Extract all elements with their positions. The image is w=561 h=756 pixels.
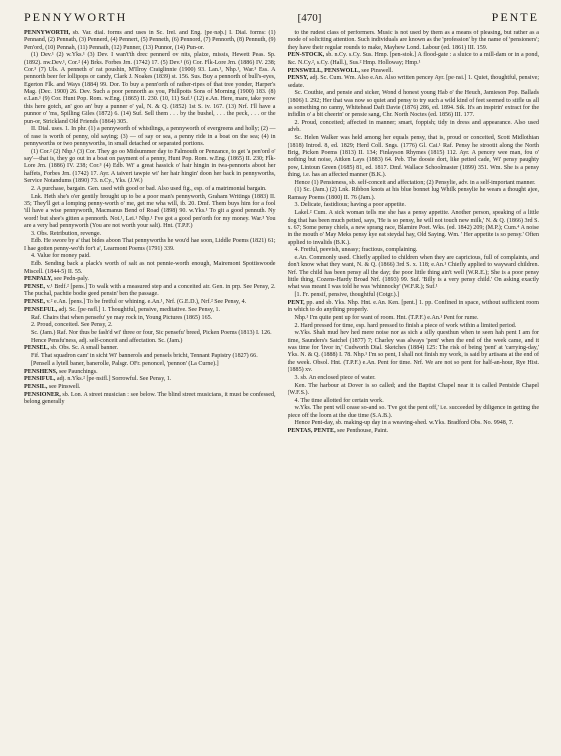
entry-text: Fif. That squadron cam' in sicht Wi' bannerols and pensels bricht, Tennant Papistry (1827) 66. xyxy=(31,353,258,360)
headword: PENT, xyxy=(287,299,305,306)
entry-text: Lnk. Heth she's o'er gentily brought up to be a poor man's pennyworth, Graham Writings (1883) II. 35; They'll get a lomping penny-worth o' me, get me wha will, ib. 20. Dmf. Them buys him for a fool 'ill have a wise pennyworth, Macmanus Bend of Road (1898) 90. w.Yks.¹ To git a good pennuth. Ny word! but shee's gitten a pennorth. Not.¹, Lei.¹ Nhp.¹ I've got a good pen'orth for my money. War.³ You are a very bad pennyworth (You are not worth your salt). Hnt. (T.P.F.) xyxy=(24,193,276,229)
entry-text: sb. n.Cy. s.Cy. Sus. Hmp. [pen-stok.] A flood-gate : a sluice to a mill-dam or in a pond, &c. N.Cy.², s.Cy. (Hall.), Sus.² Hmp. Holloway; Hmp.¹ xyxy=(287,52,539,66)
entry-text: see Paunchings. xyxy=(57,368,98,375)
dictionary-entry xyxy=(24,30,276,52)
entry-text: 3. Delicate, fastidious; having a poor appetite. xyxy=(294,202,406,209)
dictionary-entry xyxy=(288,398,540,405)
dictionary-entry xyxy=(24,253,276,260)
entry-text: adj. n.Yks.² [pe·nsifl.] Sorrowful. See Pensy, 1. xyxy=(55,376,172,383)
dictionary-entry xyxy=(24,52,276,125)
headword: PENSWELL, PENSWOLL, xyxy=(287,67,360,74)
dictionary-entry xyxy=(288,405,540,420)
dictionary-entry xyxy=(24,384,276,391)
dictionary-entry xyxy=(288,383,540,398)
dictionary-entry xyxy=(288,255,540,292)
entry-text: 2. Proud, conceited. See Pensy, 2. xyxy=(31,322,113,329)
dictionary-entry xyxy=(288,210,540,247)
headword: PENSY, xyxy=(287,75,309,82)
entry-text: 3. Obs. Retribution, revenge. xyxy=(31,230,102,237)
entry-text: II. Dial. uses. 1. In phr. (1) a pennyworth of whistlings, a pennyworth of evergreens and holly; (2) — of rase is worth of penny, old saying; (3) — of say or sea, a penny ride in a boat on the sea; (4) in pennyworths or two pennyworths, in small detached or separated portions. xyxy=(24,126,276,147)
dictionary-entry xyxy=(24,322,276,329)
entry-text: sb. Var. dial. forms and uses in Sc. Irel. and Eng. [pe·nəþ.] I. Dial. forms: (1) Pennand, (2) Pennath, (3) Pennerd, (4) Pennert, (5) Penneth, (6) Pennord, (7) Pennorth, (8) Pennuth, (9) Pen'ord, (10) Pennah, (11) Pennath, (12) Punner, (13) Punnor, (14) Pun-or. xyxy=(24,30,276,51)
entry-text: sb. Lon. A street musician : see below. The blind street musicians, it must be confessed, belong generally xyxy=(24,391,276,406)
entry-text: w.Yks. The pent will cease so-and so. 'I've got the pent off,' i.e. succeeded by diligence in getting the piece off the loom at the due time (S.A.B.). xyxy=(287,405,539,419)
entry-text: see Pedn-paly. xyxy=(52,276,89,283)
dictionary-entry xyxy=(288,420,540,427)
header-right-guide-word: PENTE xyxy=(491,10,539,24)
entry-text: see Penthouse, Paint. xyxy=(335,428,389,435)
entry-text: pp. and sb. Yks. Nhp. Hnt. e.An. Ken. [pent.] 1. pp. Confined in space, without sufficient room in which to do anything properly. xyxy=(287,299,539,314)
dictionary-entry xyxy=(288,330,540,374)
dictionary-entry xyxy=(288,428,540,435)
dictionary-entry xyxy=(288,30,540,52)
entry-text: 2. Hard pressed for time, esp. hard pressed to finish a piece of work within a limited period. xyxy=(294,322,517,329)
entry-text: v.¹ Brdf.² [pens.] To walk with a measured step and a conceited air. Gen. in prp. See Pensy, 2. The puchal, pachtie bodie geed pensin' ben the passage. xyxy=(24,283,276,298)
headword: PENPALY, xyxy=(24,276,53,283)
dictionary-entry xyxy=(24,369,276,376)
dictionary-entry xyxy=(288,187,540,202)
entry-text: 4. Value for money paid. xyxy=(31,253,91,260)
entry-text: Edb. He swore by a' that bides aboon That pennyworths he wou'd hae soon, Liddle Poems (1821) 61; I hae gotten penny-wo'th for't a', Learmont Poems (1791) 339. xyxy=(24,238,276,252)
headword: PENSIL, xyxy=(24,384,48,391)
dictionary-entry xyxy=(24,126,276,148)
entry-text: Nhp.¹ I'm quite pent up for want of room. Hnt. (T.P.F.) e.An.¹ Pent for rume. xyxy=(294,314,479,321)
entry-text: to the rudest class of performers. Music is not used by them as a means of pleasing, but rather as a mode of soliciting attention. Such individuals are known as the 'profession' by the name of 'pensioners'; they have their regular rounds to make, Mayhew Lond. Labour (ed. 1861) III. 159. xyxy=(287,30,539,51)
header-left-guide-word: PENNYWORTH xyxy=(24,10,128,24)
headword: PENNYWORTH, xyxy=(24,30,70,36)
entry-text: Sc. Couthie, and pensie and sicker, Wond d honest young Hab o' the Heuch, Jamieson Pop. Ballads (1806) I. 292; Her that was now so quiet and pensy to try such a wild kind of feet seemed to stifle us all as something no canny, Whitehead Daft Davie (1876) 286, ed. 1894. Stk. It's an inspirin' extract for the infidlin o' a bit cheerin' or pensie sang, Chr. North Noctes (ed. 1856) III. 177. xyxy=(287,90,539,119)
running-header xyxy=(24,10,539,25)
dictionary-entry xyxy=(24,261,276,276)
text-columns xyxy=(24,30,539,756)
dictionary-entry xyxy=(24,284,276,299)
dictionary-entry xyxy=(288,120,540,135)
dictionary-entry xyxy=(24,376,276,383)
entry-text: Hence Pensfu'ness, adj. self-conceit and affectation. Sc. (Jam.) xyxy=(31,337,183,344)
entry-text: 4. Fretful, peevish, uneasy; fractious, complaining. xyxy=(294,247,418,254)
dictionary-entry xyxy=(24,392,276,407)
entry-text: adj. Sc. [pe·nsfl.] 1. Thoughtful, pensive, meditative. See Pensy, 1. xyxy=(57,306,221,313)
entry-text: Edb. Sending back a plack's worth of salt as not pennie-worth enough, Mairemont Spottiswoode Miscell. (1844-5) II. 55. xyxy=(24,261,276,275)
entry-text: Sc. (Jam.) Raf. Nor thus be fash'd wi' three or four, Sic pensefu' breed, Picken Poems (1813) I. 126. xyxy=(31,330,272,336)
entry-text: Lakel.² Cum. A sick woman tells me she has a pensy appetite. Another person, speaking of a little dog that has been much petted, says, 'He is so pensy, he will not touch new milk,' N. & Q. (1866) 3rd S. x. 67; Some pensy chiels, a new sprang race, Blamire Poet. Wks. (ed. 1842) 209; (M.P.); Cum.⁴ A noise in the mouth o' May Meks pensy kye eat steydal hay, Old Saying. Wm. ' Her appetite is so pensy.' Often applied to invalids (B.K.). xyxy=(287,210,539,246)
entry-text: [Pensell a lytell baner, banerolle, Palsgr. OFr. penoncel, 'pennon' (La Curne).] xyxy=(31,360,219,367)
entry-text: Hence (1) Pensieness, sb. self-conceit and affectation; (2) Pensylie, adv. in a self-important manner. xyxy=(294,179,536,186)
dictionary-entry xyxy=(24,238,276,253)
entry-text: w.Yks. Shah mud hev hed mere noise nor as sich a silly questhun when te seen hah pent I am for time, Saunders's Satchel (1877) 7; Charley was always 'pent' when the end of the week came, and it was time for 'livor in,' Cudworth Dial. Sketches (1884) 125: The risk of being 'pent' at 'carrying-day,' Yks. N. & Q. (1888) I. 78. Nhp.¹ I'm so pent, I shall not finish my work, is said by artisans at the end of the week. Obsol. Hnt. (T.P.F.) e.An. Pent for time. Nrf. We are not so pent for half-an-hour, Rye Hist. (1885) xv. xyxy=(287,330,539,374)
entry-text: adj. Sc. Cum. Wm. Also e.An. Also written pencey Ayr. [pe·nsi.] 1. Quiet, thoughtful, pensive; sedate. xyxy=(287,75,539,89)
dictionary-entry xyxy=(288,90,540,119)
dictionary-entry xyxy=(288,202,540,209)
dictionary-entry xyxy=(24,307,276,314)
entry-text: see Pinswell. xyxy=(359,67,394,74)
dictionary-entry xyxy=(288,375,540,382)
headword: PENSEFUL, xyxy=(24,306,58,313)
headword: PENSEL, xyxy=(24,345,50,352)
dictionary-entry xyxy=(288,75,540,90)
headword: PENTAS, PENTE, xyxy=(287,428,336,435)
dictionary-entry xyxy=(24,361,276,368)
dictionary-entry xyxy=(24,149,276,186)
headword: PENSE, xyxy=(24,299,46,306)
dictionary-entry xyxy=(288,247,540,254)
dictionary-entry xyxy=(24,186,276,193)
dictionary-entry xyxy=(288,323,540,330)
entry-text: (1) Dev.¹ (2) w.Yks.¹ (3) Dev. I wan't'th drec pennerd ov nits, plaize, missis, Hewett Peas. Sp. (1892). nw.Dev.¹, Cor.² (4) Brks. Forbes Jrn. (1742) 17. (5) Dev.¹ (6) Cor. Flk-Lore Jrn. (1886) IV. 238; Cor.³ (7) Uls. A penneth o' rat poushin, M'Ilroy Craiglinnie (1900) 93. Lan.¹, Nhp.¹, War.³ Ess. A pennorth beer fer lollipops or candy, Clark J. Noakes (1839) st. 156. Sus. Buy a pennorth of bull's-eyes, Egerton Flk. and Ways (1884) 99. Dor. To buy a penn'orth of rather-ripes of that tree yonder, Harper's Mag. (Dec. 1900) 26. Dev. Such a poor pennorth as you, Phillpotts Sons of Morning (1900) 183. (8) e.Lan.¹ (9) Cor. Hunt Pop. Rom. w.Eng. (1865) II. 230. (10, 11) Suf.¹ (12) e.An. Here, mare, take yeow this here gotch, an' goo an' buy a punner o' yal, N. & Q. (1852) 1st S. iv. 167. (13) Nrf. I'll have a punnor o' 'ms, Spilling Giles (1872) 6. (14) Suf. Sell them . . . by the bushel, . . . the peck, . . . or the pun-or, Strickland Old Friends (1864) 305. xyxy=(24,52,276,125)
entry-text: see Pinswell. xyxy=(47,384,81,391)
entry-text: 4. The time allotted for certain work. xyxy=(294,397,384,404)
entry-text: (1) Sc. (Jam.) (2) Lnk. Ribbon knots at his blue bonnet lug Whilk pensylie he wears a thought ajee, Ramsay Poems (1800) II. 76 (Jam.). xyxy=(287,187,539,201)
dictionary-entry xyxy=(288,315,540,322)
dictionary-entry xyxy=(288,68,540,75)
headword: PENSHENS, xyxy=(24,368,58,375)
dictionary-entry xyxy=(24,194,276,231)
entry-text: 2. A purchase, bargain. Gen. used with good or bad. Also used fig., esp. of a matrimonial bargain. xyxy=(31,185,267,192)
headword: PENSIONER, xyxy=(24,391,61,398)
dictionary-entry xyxy=(24,338,276,345)
dictionary-entry xyxy=(24,345,276,352)
page-number: [470] xyxy=(297,12,322,24)
dictionary-entry xyxy=(288,300,540,315)
entry-text: Sc. Helen Walker was held among her equals pensy, that is, proud or conceited, Scott Midlothian (1818) Introd. 8, ed. 1829; Herd Coll. Sngs. (1776) Gl. Cai.¹ Raf. Pensy he strootit along the North Brig, Picken Poems (1813) II. 134; Finlayson Rhymes (1815) 112. Ayr. A pencey wee man, fou o' nothing but noise, Aitken Lays (1883) 64. Peb. The doosie dort, like petted cade, Wi' pensy paughty pow, Lintoun Green (1685) 81, ed. 1817. Dmf. Wallace Schoolmaster (1899) 351. Wm. She is a pensy thing, i.e. has an affected manner (B.K.). xyxy=(287,135,539,178)
dictionary-entry xyxy=(24,330,276,337)
dictionary-entry xyxy=(288,292,540,299)
entry-text: v.² e.An. [pens.] To be fretful or whining. e.An.¹, Nrf. (G.E.D.), Nrf.² See Pensy, 4. xyxy=(45,299,247,306)
dictionary-entry xyxy=(288,180,540,187)
entry-text: 3. sb. An enclosed piece of water. xyxy=(294,374,376,381)
dictionary-entry xyxy=(288,52,540,67)
dictionary-entry xyxy=(24,299,276,306)
left-column xyxy=(24,30,276,756)
headword: PENSE, xyxy=(24,283,46,290)
dictionary-entry xyxy=(288,135,540,179)
entry-text: e.An. Commonly used. Chiefly applied to children when they are capricious, full of complaints, and don't know what they want, N. & Q. (1866) 3rd S. x. 118; e.An.¹ Chiefly applied to wayward children. Nrf. The child has been pensy all the day; the poor little thing ain't well (W.R.E.); She is a poor pensy little thing, Cozens-Hardy Broad Nrf. (1893) 99. Suf. 'Billy is a very pensy child.' On asking exactly what was meant I was told he was 'whinnocky' (W.F.R.); Suf.¹ xyxy=(287,255,539,291)
dictionary-entry xyxy=(24,276,276,283)
entry-text: sb. Obs. Sc. A small banner. xyxy=(49,345,119,352)
entry-text: (1) Cor.² (2) Nhp.¹ (3) Cor. They go oo Midsummer day to Falmouth or Penzance, to get 'a pen'ord o' say'—that is, they go out in a boat on payment of a penny, Hunt Pop. Rom. w.Eng. (1865) II. 230; Flk-Lore Jrn. (1886) IV. 238; Cor.³ (4) Edb. Wi' a great hassick o' hair hingin in twa-pennorts aboot her haffets, Forbes Jrn. (1742) 17. Ayr. A taivert tawpie wi' her hair hingin' doon her back in pennyworths, Service Notandums (1890) 73. n.Cy., Yks. (J.W.) xyxy=(24,148,276,185)
right-column xyxy=(288,30,540,756)
headword: PENSIFUL, xyxy=(24,376,56,383)
entry-text: Hence Pent-day, sb. making-up day in a weaving-shed. w.Yks. Bradford Obs. No. 9948, 7. xyxy=(294,420,514,427)
entry-text: 2. Proud, conceited; affected in manner; smart, foppish; tidy in dress and appearance. Also used advb. xyxy=(287,120,539,134)
entry-text: [1. Fr. pensif, pensive, thoughtful (Cotgr.).] xyxy=(294,292,400,299)
entry-text: Raf. Chairs that when pensefu' ye may rock in, Young Pictures (1865) 165. xyxy=(31,314,213,321)
dictionary-entry xyxy=(24,315,276,322)
headword: PEN-STOCK, xyxy=(287,52,325,59)
dictionary-entry xyxy=(24,231,276,238)
entry-text: Ken. The harbour at Dover is so called; and the Baptist Chapel near it is called Pentside Chapel (W.F.S.). xyxy=(287,382,539,396)
dictionary-entry xyxy=(24,353,276,360)
